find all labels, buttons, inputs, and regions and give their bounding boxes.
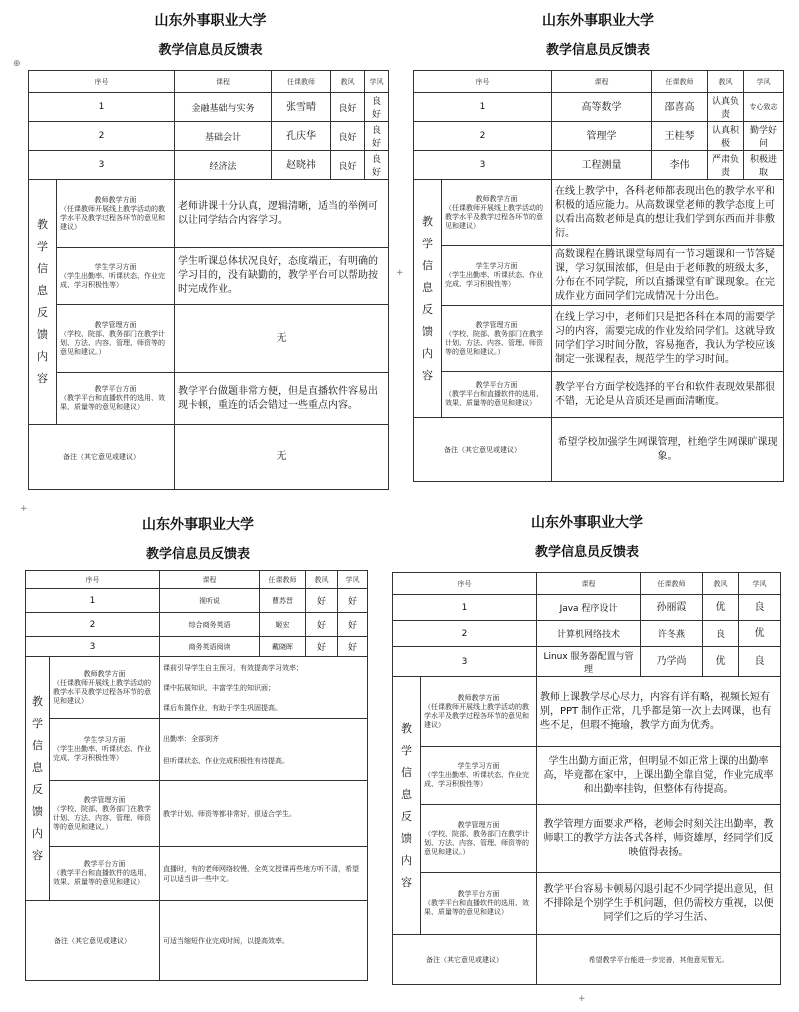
university-name: 山东外事职业大学 (154, 13, 267, 29)
remarks-row (393, 935, 781, 985)
category-label: 教师教学方面 （任课教师开展线上教学活动的教学水平及教学过程各环节的意见和建议） (57, 180, 175, 248)
table-row (29, 151, 389, 180)
category-label: 教师教学方面 （任课教师开展线上教学活动的教学水平及教学过程各环节的意见和建议） (442, 180, 552, 246)
feedback-text: 教学平台做题非常方便，但是直播软件容易出现卡顿，重连的话会错过一些重点内容。 (175, 373, 389, 425)
header-cell: 序号 (29, 71, 175, 93)
table-row (26, 613, 368, 637)
page-marker-plus-icon: + (396, 268, 404, 278)
header-cell: 序号 (393, 573, 537, 595)
feedback-text (160, 657, 368, 719)
feedback-table (25, 570, 368, 981)
header-cell: 教风 (331, 71, 365, 93)
table-row (29, 93, 389, 122)
teaching-style: 良好 (331, 151, 365, 180)
feedback-text (160, 719, 368, 781)
feedback-content-label: 教 学 信 息 反 馈 内 容 (26, 657, 50, 901)
university-name: 山东外事职业大学 (142, 517, 254, 533)
remarks-label: 备注（其它意见或建议） (414, 418, 552, 482)
course-name: 金融基础与实务 (175, 93, 272, 122)
teacher-name: 许冬燕 (641, 621, 703, 647)
category-label: 教学管理方面 （学校、院部、教务部门在教学计划、方法、内容、管理、师资等的意见和建议。） (442, 306, 552, 372)
remarks-label: 备注（其它意见或建议） (29, 425, 175, 490)
remarks-row (26, 901, 368, 981)
feedback-text: 高数课程在腾讯课堂每周有一节习题课和一节答疑课，学习氛围浓郁，但是由于老师教的班级太多，分布在不同学院，所以直播课堂有旷课现象。在完成作业方面同学们完成情况十分出色。 (552, 246, 784, 306)
remarks-row (29, 425, 389, 490)
feedback-text: 在线上学习中，老师们只是把各科在本周的需要学习的内容，需要完成的作业发给同学们。这就导致同学们学习时间分散，容易拖沓，我认为学校应该制定一张课程表，规范学生的学习时间。 (552, 306, 784, 372)
course-name: 工程测量 (552, 151, 652, 180)
feedback-text: 在线上教学中，各科老师都表现出色的教学水平和积极的适应能力。从高数课堂老师的教学态度上可以看出高数老师是真的想让我们学到东西而并非敷衍。 (552, 180, 784, 246)
category-label: 教学管理方面 （学校、院部、教务部门在教学计划、方法、内容、管理、师资等的意见和建议。） (57, 305, 175, 373)
feedback-line: 但听课状态、作业完成积极性有待提高。 (163, 756, 289, 765)
university-name: 山东外事职业大学 (531, 515, 643, 531)
teaching-style: 严肃负责 (708, 151, 744, 180)
header-cell: 课程 (552, 71, 652, 93)
teaching-style: 好 (306, 637, 338, 657)
row-number: 1 (414, 93, 552, 122)
study-style: 专心致志 (744, 93, 784, 122)
category-row (26, 657, 368, 719)
category-row (29, 180, 389, 248)
table-row (393, 621, 781, 647)
row-number: 3 (393, 647, 537, 677)
row-number: 1 (26, 589, 160, 613)
study-style: 良好 (365, 151, 389, 180)
teacher-name: 孙丽霞 (641, 595, 703, 621)
remarks-label: 备注（其它意见或建议） (393, 935, 537, 985)
teacher-name: 张雪晴 (272, 93, 331, 122)
category-row (26, 847, 368, 901)
category-label: 教师教学方面 （任课教师开展线上教学活动的教学水平及教学过程各环节的意见和建议） (50, 657, 160, 719)
remarks-text: 希望学校加强学生网课管理，杜绝学生网课旷课现象。 (552, 418, 784, 482)
feedback-table (28, 70, 389, 490)
row-number: 2 (414, 122, 552, 151)
remarks-label: 备注（其它意见或建议） (26, 901, 160, 981)
feedback-text (160, 847, 368, 901)
header-cell: 序号 (26, 571, 160, 589)
row-number: 2 (393, 621, 537, 647)
feedback-text: 教学管理方面要求严格，老师会时刻关注出勤率，教师职工的教学方法各式各样，师资雄厚，经同学们反映值得表扬。 (537, 805, 781, 873)
remarks-text: 可适当缩短作业完成时间，以提高效率。 (160, 901, 368, 981)
category-label: 学生学习方面 （学生出勤率、听课状态、作业完成、学习积极性等） (50, 719, 160, 781)
form-title: 教学信息员反馈表 (534, 545, 639, 560)
header-cell: 教风 (708, 71, 744, 93)
feedback-line: 课前引导学生自主预习，有效提高学习效率； (163, 663, 303, 672)
teaching-style: 良好 (331, 122, 365, 151)
table-row (393, 647, 781, 677)
table-header-row (393, 573, 781, 595)
category-label: 学生学习方面 （学生出勤率、听课状态、作业完成、学习积极性等） (442, 246, 552, 306)
study-style: 积极进取 (744, 151, 784, 180)
table-row (29, 122, 389, 151)
teaching-style: 好 (306, 613, 338, 637)
table-header-row (26, 571, 368, 589)
feedback-sheet (392, 514, 782, 561)
category-row (414, 246, 784, 306)
header-cell: 序号 (414, 71, 552, 93)
category-row (414, 372, 784, 418)
feedback-text: 教师上课教学尽心尽力，内容有详有略，视频长短有别，PPT 制作正常，几乎都是第一次上去网课，也有些不足，但瑕不掩瑜，教学方面为优秀。 (537, 677, 781, 747)
teacher-name: 邵喜高 (652, 93, 708, 122)
remarks-row (414, 418, 784, 482)
feedback-line: 直播时，有的老师网络较慢，全英文授课再些地方听不清，希望可以适当讲一些中文。 (163, 864, 359, 883)
feedback-text: 学生出勤方面正常，但明显不如正常上课的出勤率高，毕竟都在家中，上课出勤全靠自觉，作业完成率和出勤率挂钩，但整体有待提高。 (537, 747, 781, 805)
study-style: 优 (739, 621, 781, 647)
table-move-handle-icon[interactable]: ⊕ (13, 59, 21, 69)
category-row (393, 747, 781, 805)
table-row (414, 93, 784, 122)
header-cell: 学风 (739, 573, 781, 595)
feedback-content-label: 教 学 信 息 反 馈 内 容 (393, 677, 421, 935)
teacher-name: 乃学尚 (641, 647, 703, 677)
table-header-row (29, 71, 389, 93)
row-number: 3 (414, 151, 552, 180)
feedback-line: 课中拓展知识，丰富学生的知识面； (163, 683, 275, 692)
row-number: 2 (26, 613, 160, 637)
feedback-table (413, 70, 784, 482)
study-style: 良好 (365, 122, 389, 151)
category-label: 学生学习方面 （学生出勤率、听课状态、作业完成、学习积极性等） (421, 747, 537, 805)
remarks-text: 无 (175, 425, 389, 490)
feedback-text (160, 781, 368, 847)
header-cell: 课程 (537, 573, 641, 595)
row-number: 2 (29, 122, 175, 151)
feedback-line: 课后布置作业，有助于学生巩固提高。 (163, 703, 282, 712)
header-cell: 课程 (160, 571, 260, 589)
study-style: 好 (338, 637, 368, 657)
study-style: 好 (338, 613, 368, 637)
study-style: 好 (338, 589, 368, 613)
category-label: 教学管理方面 （学校、院部、教务部门在教学计划、方法、内容、管理、师资等的意见和建议。） (421, 805, 537, 873)
study-style: 良好 (365, 93, 389, 122)
category-row (29, 373, 389, 425)
table-row (414, 122, 784, 151)
teacher-name: 王桂琴 (652, 122, 708, 151)
teaching-style: 认真负责 (708, 93, 744, 122)
header-cell: 任课教师 (272, 71, 331, 93)
header-cell: 课程 (175, 71, 272, 93)
category-row (393, 873, 781, 935)
feedback-sheet (28, 516, 368, 563)
category-label: 教学平台方面 （教学平台和直播软件的选用、效果、质量等的意见和建议） (421, 873, 537, 935)
course-name: Linux 服务器配置与管理 (537, 647, 641, 677)
category-row (26, 719, 368, 781)
category-label: 教师教学方面 （任课教师开展线上教学活动的教学水平及教学过程各环节的意见和建议） (421, 677, 537, 747)
feedback-table (392, 572, 781, 985)
category-label: 学生学习方面 （学生出勤率、听课状态、作业完成、学习积极性等） (57, 248, 175, 305)
category-label: 教学平台方面 （教学平台和直播软件的选用、效果、质量等的意见和建议） (57, 373, 175, 425)
feedback-line: 出勤率：全部到齐 (163, 734, 219, 743)
table-row (414, 151, 784, 180)
form-title: 教学信息员反馈表 (145, 547, 250, 562)
teacher-name: 曹苏晋 (260, 589, 306, 613)
header-cell: 学风 (338, 571, 368, 589)
feedback-content-label: 教 学 信 息 反 馈 内 容 (29, 180, 57, 425)
category-row (393, 677, 781, 747)
table-row (26, 589, 368, 613)
feedback-text: 学生听课总体状况良好，态度端正，有明确的学习目的，没有缺勤的，教学平台可以帮助按时完成作业。 (175, 248, 389, 305)
row-number: 3 (29, 151, 175, 180)
feedback-content-label: 教 学 信 息 反 馈 内 容 (414, 180, 442, 418)
course-name: 经济法 (175, 151, 272, 180)
university-name: 山东外事职业大学 (542, 13, 654, 29)
study-style: 勤学好问 (744, 122, 784, 151)
teaching-style: 认真积极 (708, 122, 744, 151)
course-name: 计算机网络技术 (537, 621, 641, 647)
course-name: 管理学 (552, 122, 652, 151)
feedback-text: 无 (175, 305, 389, 373)
header-cell: 任课教师 (652, 71, 708, 93)
feedback-text: 老师讲课十分认真，逻辑清晰，适当的举例可以让同学结合内容学习。 (175, 180, 389, 248)
row-number: 3 (26, 637, 160, 657)
feedback-text: 教学平台容易卡顿易闪退引起不少同学提出意见，但不排除是个别学生手机问题，但仍需校方重视，以便同学们之后的学习生活、 (537, 873, 781, 935)
teaching-style: 良好 (331, 93, 365, 122)
teacher-name: 孔庆华 (272, 122, 331, 151)
feedback-text: 教学平台方面学校选择的平台和软件表现效果都很不错，无论是从音质还是画面清晰度。 (552, 372, 784, 418)
page-marker-plus-icon: + (578, 994, 586, 1004)
header-cell: 教风 (306, 571, 338, 589)
category-row (26, 781, 368, 847)
course-name: 综合商务英语 (160, 613, 260, 637)
course-name: Java 程序设计 (537, 595, 641, 621)
form-title: 教学信息员反馈表 (545, 43, 650, 58)
row-number: 1 (393, 595, 537, 621)
teacher-name: 戴晓晖 (260, 637, 306, 657)
teaching-style: 优 (703, 647, 739, 677)
teacher-name: 姬宏 (260, 613, 306, 637)
category-row (29, 305, 389, 373)
category-label: 教学平台方面 （教学平台和直播软件的选用、效果、质量等的意见和建议） (50, 847, 160, 901)
form-title: 教学信息员反馈表 (158, 43, 263, 58)
feedback-line: 教学计划、师资等都非常好，很适合学生。 (163, 809, 296, 818)
category-row (393, 805, 781, 873)
teaching-style: 良 (703, 621, 739, 647)
course-name: 商务英语阅读 (160, 637, 260, 657)
header-cell: 学风 (744, 71, 784, 93)
table-row (26, 637, 368, 657)
teaching-style: 好 (306, 589, 338, 613)
teacher-name: 赵晓祎 (272, 151, 331, 180)
remarks-text: 希望教学平台能进一步完善，其他意见暂无。 (537, 935, 781, 985)
category-row (414, 180, 784, 246)
category-row (29, 248, 389, 305)
course-name: 高等数学 (552, 93, 652, 122)
feedback-sheet (28, 12, 393, 59)
category-row (414, 306, 784, 372)
header-cell: 任课教师 (260, 571, 306, 589)
row-number: 1 (29, 93, 175, 122)
study-style: 良 (739, 595, 781, 621)
teacher-name: 李伟 (652, 151, 708, 180)
course-name: 视听说 (160, 589, 260, 613)
study-style: 良 (739, 647, 781, 677)
page-marker-plus-icon: + (20, 504, 28, 514)
category-label: 教学管理方面 （学校、院部、教务部门在教学计划、方法、内容、管理、师资等的意见和建议。） (50, 781, 160, 847)
header-cell: 学风 (365, 71, 389, 93)
table-header-row (414, 71, 784, 93)
header-cell: 教风 (703, 573, 739, 595)
course-name: 基础会计 (175, 122, 272, 151)
category-label: 教学平台方面 （教学平台和直播软件的选用、效果、质量等的意见和建议） (442, 372, 552, 418)
header-cell: 任课教师 (641, 573, 703, 595)
table-row (393, 595, 781, 621)
teaching-style: 优 (703, 595, 739, 621)
feedback-sheet (412, 12, 784, 59)
